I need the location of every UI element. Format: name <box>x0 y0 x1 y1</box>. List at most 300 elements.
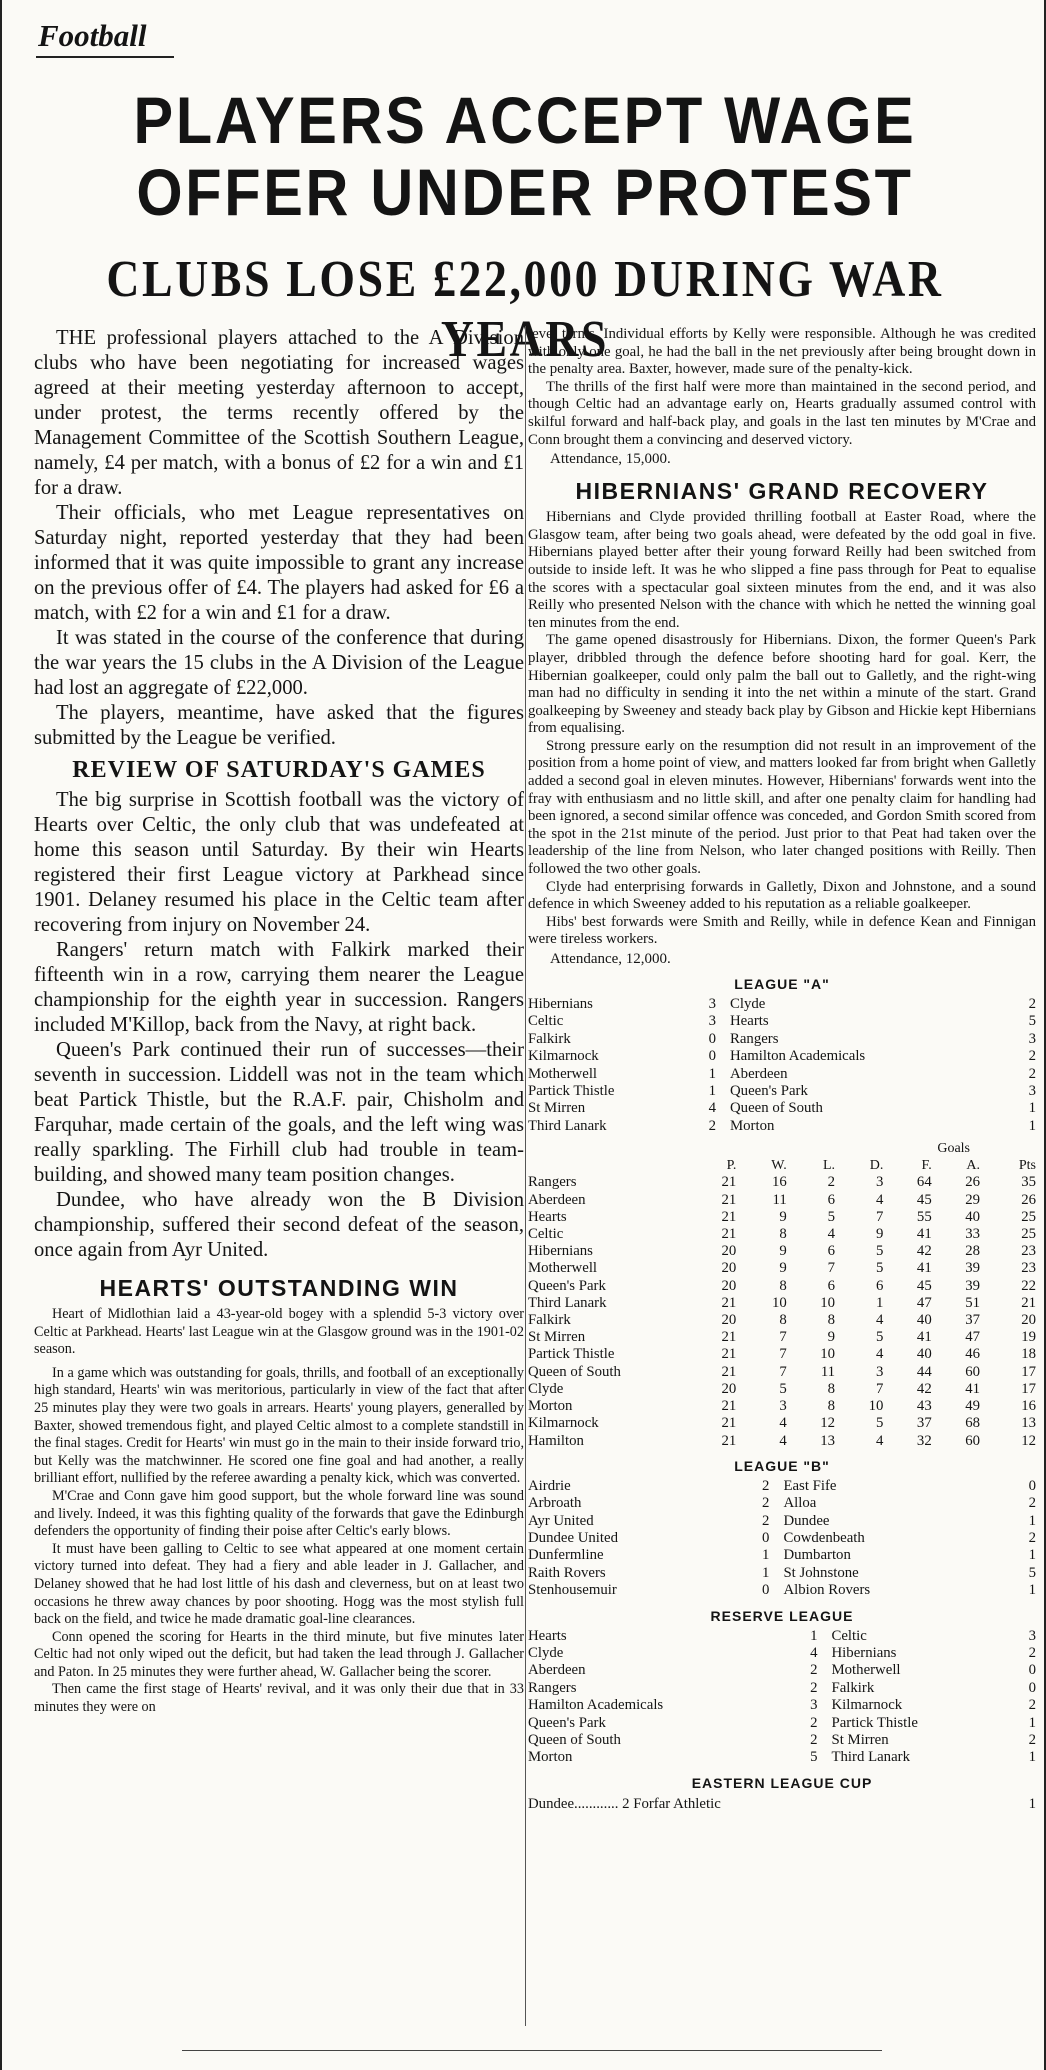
team-name: Partick Thistle <box>528 1346 615 1363</box>
league-a-results <box>528 996 1036 1135</box>
stat-cell: 12 <box>820 1415 836 1432</box>
cup-away-score: 1 <box>1028 1795 1036 1812</box>
hibs-paragraph: Clyde had enterprising forwards in Galletly, Dixon and Johnstone, and a sound defence in which Sweeney added to his reputation as a reliable goalkeeper. <box>528 878 1036 913</box>
stat-cell: 60 <box>965 1363 981 1380</box>
home-team: Dunfermline <box>528 1547 604 1564</box>
table-row <box>528 1192 1036 1209</box>
result-row <box>528 1066 1036 1083</box>
away-score: 2 <box>1028 996 1036 1012</box>
home-score: 1 <box>810 1627 818 1644</box>
right-column <box>528 326 1036 1813</box>
stat-cell: 41 <box>965 1380 981 1397</box>
stat-cell: 35 <box>1021 1174 1036 1191</box>
stat-cell: 64 <box>916 1174 932 1191</box>
stat-cell: 37 <box>965 1312 981 1329</box>
stat-cell: 9 <box>779 1208 787 1225</box>
result-row <box>528 1662 1036 1679</box>
away-score: 3 <box>1028 1083 1036 1100</box>
home-score: 2 <box>762 1495 770 1512</box>
table-row <box>528 1398 1036 1415</box>
away-score: 2 <box>1028 1697 1036 1714</box>
team-name: Queen of South <box>528 1363 621 1380</box>
table-row <box>528 1346 1036 1363</box>
league-b-results <box>528 1478 1036 1600</box>
stat-cell: 8 <box>779 1312 787 1329</box>
home-team: Third Lanark <box>528 1117 607 1134</box>
hearts-paragraph: Conn opened the scoring for Hearts in the third minute, but five minutes later Celtic had not only wiped out the deficit, but had taken the lead through J. Gallacher and Paton. In 25 minutes they were further ahead, W. Gallacher being the scorer. <box>34 1628 524 1680</box>
result-row <box>528 1749 1036 1766</box>
intro-paragraph: Their officials, who met League representatives on Saturday night, reported yesterday that they had been informed that it was quite impossible to grant any increase on the previous offer of £4. The players had asked for £6 a match, with £2 for a win and £1 for a draw. <box>34 502 524 624</box>
home-score: 0 <box>708 1030 716 1047</box>
hibs-paragraph: Strong pressure early on the resumption did not result in an improvement of the position from a home point of view, and matters looked far from bright when Galletly added a second goal in eleven minutes. However, Hibernians' forwards went into the fray with enthusiasm and no little skill, and after one penalty claim for handling had been ignored, a second similar offence was conceded, and Gordon Smith scored from the spot in the 21st minute of the period. Just prior to that Peat had taken over the leadership of the line from Nelson, who later changed positions with Reilly. Then followed the two other goals. <box>528 737 1036 878</box>
section-label: Football <box>38 18 147 53</box>
stat-cell: 49 <box>965 1398 981 1415</box>
away-team: Albion Rovers <box>783 1582 871 1599</box>
cup-heading: EASTERN LEAGUE CUP <box>691 1774 873 1791</box>
home-team: Motherwell <box>528 1065 598 1082</box>
home-team: Clyde <box>528 1644 564 1661</box>
stat-cell: 3 <box>875 1363 884 1380</box>
home-score: 2 <box>810 1679 818 1696</box>
team-name: Rangers <box>528 1174 577 1191</box>
stat-cell: 21 <box>1021 1294 1036 1311</box>
result-row <box>528 1478 1036 1495</box>
home-team: Aberdeen <box>528 1662 586 1679</box>
stat-cell: 44 <box>916 1363 932 1380</box>
stat-cell: 45 <box>916 1277 932 1294</box>
result-row <box>528 1083 1036 1100</box>
result-row <box>528 1013 1036 1030</box>
away-score: 1 <box>1028 1714 1036 1731</box>
team-name: Hibernians <box>528 1243 593 1260</box>
stat-cell: 40 <box>916 1346 932 1363</box>
away-team: Rangers <box>730 1030 779 1047</box>
away-score: 2 <box>1028 1048 1036 1065</box>
table-row <box>528 1278 1036 1295</box>
home-score: 5 <box>810 1749 818 1766</box>
stat-cell: 21 <box>721 1329 737 1346</box>
away-team: Kilmarnock <box>831 1697 903 1714</box>
stat-cell: 41 <box>916 1226 932 1243</box>
result-row <box>528 1530 1036 1547</box>
bottom-rule <box>182 2050 882 2051</box>
stat-cell: 33 <box>965 1226 981 1243</box>
away-score: 1 <box>1028 1547 1036 1564</box>
stat-cell: 9 <box>827 1329 836 1346</box>
stat-cell: 21 <box>721 1294 737 1311</box>
home-score: 1 <box>762 1547 770 1564</box>
hearts-heading: HEARTS' OUTSTANDING WIN <box>99 1275 459 1301</box>
stat-cell: 9 <box>779 1260 787 1277</box>
home-score: 2 <box>810 1714 818 1731</box>
stat-cell: 68 <box>965 1415 981 1432</box>
intro-paragraph: THE professional players attached to the A Division clubs who have been negotiating for increased wages agreed at their meeting yesterday afternoon to accept, under protest, the terms recently offered by the Management Committee of the Scottish Southern League, namely, £4 per match, with a bonus of £2 for a win and £1 for a draw. <box>34 327 524 499</box>
result-row <box>528 1031 1036 1048</box>
stat-cell: 18 <box>1021 1346 1036 1363</box>
home-team: Kilmarnock <box>528 1048 599 1065</box>
stat-cell: 5 <box>875 1415 884 1432</box>
home-score: 2 <box>708 1117 716 1134</box>
stat-cell: 43 <box>916 1398 932 1415</box>
stat-cell: 13 <box>1021 1415 1036 1432</box>
hearts-paragraph: Then came the first stage of Hearts' revival, and it was only their due that in 33 minutes they were on <box>34 1681 524 1716</box>
home-team: Dundee United <box>528 1529 618 1546</box>
stat-cell: 37 <box>916 1415 932 1432</box>
result-row <box>528 1645 1036 1662</box>
col-header: L. <box>823 1158 836 1174</box>
stat-cell: 23 <box>1021 1260 1036 1277</box>
away-team: Morton <box>730 1117 775 1134</box>
stat-cell: 22 <box>1021 1277 1036 1294</box>
away-score: 5 <box>1028 1013 1036 1030</box>
stat-cell: 45 <box>916 1191 932 1208</box>
away-score: 0 <box>1028 1662 1036 1679</box>
stat-cell: 41 <box>916 1329 932 1346</box>
stat-cell: 6 <box>827 1277 836 1294</box>
hearts-paragraph: Heart of Midlothian laid a 43-year-old bogey with a splendid 5-3 victory over Celtic at Parkhead. Hearts' last League win at the Glasgow ground was in the 1901-02 season. <box>34 1306 524 1358</box>
stat-cell: 20 <box>721 1260 737 1277</box>
home-team: Hearts <box>528 1627 567 1644</box>
cup-home: Dundee <box>528 1795 575 1812</box>
cup-home-score: 2 <box>622 1795 630 1812</box>
stat-cell: 40 <box>965 1208 981 1225</box>
result-row <box>528 1118 1036 1135</box>
away-team: Hamilton Academicals <box>730 1048 866 1065</box>
col-header: A. <box>966 1158 981 1174</box>
stat-cell: 32 <box>916 1432 932 1449</box>
stat-cell: 8 <box>779 1277 787 1294</box>
home-team: Hibernians <box>528 996 593 1012</box>
home-score: 3 <box>708 1013 716 1030</box>
table-row <box>528 1433 1036 1450</box>
result-row <box>528 1547 1036 1564</box>
team-name: St Mirren <box>528 1329 586 1346</box>
home-team: Partick Thistle <box>528 1083 615 1100</box>
stat-cell: 20 <box>721 1277 737 1294</box>
stat-cell: 2 <box>827 1174 836 1191</box>
away-team: Third Lanark <box>831 1749 910 1766</box>
stat-cell: 11 <box>772 1191 787 1208</box>
stat-cell: 4 <box>875 1432 884 1449</box>
home-team: Airdrie <box>528 1477 571 1494</box>
away-team: Celtic <box>831 1627 867 1644</box>
stat-cell: 20 <box>721 1312 737 1329</box>
hibs-heading: HIBERNIANS' GRAND RECOVERY <box>575 478 989 505</box>
team-name: Motherwell <box>528 1260 598 1277</box>
stat-cell: 28 <box>965 1243 981 1260</box>
stat-cell: 10 <box>771 1294 787 1311</box>
stat-cell: 8 <box>779 1226 787 1243</box>
away-team: Motherwell <box>831 1662 901 1679</box>
stat-cell: 16 <box>771 1174 787 1191</box>
stat-cell: 8 <box>827 1312 836 1329</box>
hibs-paragraph: The game opened disastrously for Hibernians. Dixon, the former Queen's Park player, dribbled through the defence before shooting hard for goal. Kerr, the Hibernian goalkeeper, could only palm the ball out to Galletly, and the right-wing man had no difficulty in sending it into the net within a minute of the start. Grand goalkeeping by Sweeney and steady back play by Gibson and Hickie kept Hibernians from equalising. <box>528 632 1036 737</box>
review-paragraph: Rangers' return match with Falkirk marked their fifteenth win in a row, carrying them nearer the League championship for the eighth year in succession. Rangers included M'Killop, back from the Navy, at right back. <box>34 939 524 1036</box>
cup-result: Dundee............ 2 Forfar Athletic 1 <box>528 1795 1036 1812</box>
col-header: W. <box>771 1158 787 1174</box>
stat-cell: 11 <box>820 1363 836 1380</box>
home-score: 3 <box>708 996 716 1012</box>
stat-cell: 51 <box>965 1294 981 1311</box>
away-score: 2 <box>1028 1529 1036 1546</box>
stat-cell: 13 <box>820 1432 836 1449</box>
result-row <box>528 1048 1036 1065</box>
stat-cell: 60 <box>965 1432 981 1449</box>
stat-cell: 21 <box>721 1174 737 1191</box>
left-column <box>34 326 524 1717</box>
away-team: Clyde <box>730 996 766 1012</box>
away-score: 1 <box>1028 1749 1036 1766</box>
intro-paragraph: The players, meantime, have asked that the figures submitted by the League be verified. <box>34 702 524 749</box>
away-team: East Fife <box>783 1477 837 1494</box>
result-row <box>528 1628 1036 1645</box>
away-score: 2 <box>1028 1065 1036 1082</box>
home-score: 4 <box>810 1644 818 1661</box>
stat-cell: 21 <box>721 1191 737 1208</box>
away-team: Queen's Park <box>730 1083 808 1100</box>
stat-cell: 16 <box>1021 1398 1036 1415</box>
stat-cell: 5 <box>875 1329 884 1346</box>
away-score: 0 <box>1028 1679 1036 1696</box>
stat-cell: 17 <box>1021 1380 1036 1397</box>
stat-cell: 8 <box>827 1380 836 1397</box>
hibs-paragraph: Hibs' best forwards were Smith and Reilly, while in defence Kean and Finnigan were tireless workers. <box>528 913 1036 948</box>
stat-cell: 5 <box>875 1260 884 1277</box>
stat-cell: 39 <box>965 1260 981 1277</box>
hibs-paragraph: Hibernians and Clyde provided thrilling football at Easter Road, where the Glasgow team, after being two goals ahead, were defeated by the odd goal in five. Hibernians played better after their young forward Reilly had been switched from outside to inside left. It was he who slipped a fine pass through for Peat to equalise the scores with a spectacular goal sixteen minutes from the end, and it was also Reilly who presented Nelson with the chance with which he netted the winning goal ten minutes from the end. <box>528 509 1036 631</box>
stat-cell: 9 <box>875 1226 884 1243</box>
result-row <box>528 1495 1036 1512</box>
stat-cell: 4 <box>779 1415 787 1432</box>
league-b-heading: LEAGUE "B" <box>734 1457 830 1474</box>
result-row <box>528 1582 1036 1599</box>
away-team: St Johnstone <box>783 1564 859 1581</box>
team-name: Hearts <box>528 1208 567 1225</box>
home-score: 2 <box>762 1477 770 1494</box>
table-row <box>528 1209 1036 1226</box>
team-name: Aberdeen <box>528 1191 586 1208</box>
away-score: 2 <box>1028 1731 1036 1748</box>
col-header: F. <box>921 1158 932 1174</box>
col-header: D. <box>869 1158 884 1174</box>
column-divider <box>525 326 526 2026</box>
stat-cell: 3 <box>779 1398 787 1415</box>
stat-cell: 3 <box>875 1174 884 1191</box>
stat-cell: 47 <box>965 1329 981 1346</box>
table-row <box>528 1364 1036 1381</box>
away-score: 3 <box>1028 1627 1036 1644</box>
team-name: Falkirk <box>528 1312 571 1329</box>
table-row <box>528 1381 1036 1398</box>
stat-cell: 6 <box>827 1243 836 1260</box>
stat-cell: 7 <box>779 1329 787 1346</box>
home-team: Arbroath <box>528 1495 582 1512</box>
stat-cell: 4 <box>827 1226 836 1243</box>
away-score: 1 <box>1028 1117 1036 1134</box>
home-team: Falkirk <box>528 1030 571 1047</box>
away-team: Queen of South <box>730 1100 823 1117</box>
home-team: St Mirren <box>528 1100 586 1117</box>
result-row <box>528 1715 1036 1732</box>
stat-cell: 41 <box>916 1260 932 1277</box>
home-score: 0 <box>708 1048 716 1065</box>
review-paragraph: Queen's Park continued their run of successes—their seventh in succession. Liddell was not in the team which beat Partick Thistle, but the R.A.F. pair, Chisholm and Farquhar, made certain of the goals, and the left wing was really sparkling. The Firhill club had trouble in team-building, and showed many team position changes. <box>34 1039 524 1186</box>
table-header-row <box>528 1157 1036 1174</box>
team-name: Hamilton <box>528 1432 584 1449</box>
goals-label: Goals <box>937 1141 970 1157</box>
table-row <box>528 1260 1036 1277</box>
stat-cell: 42 <box>916 1243 932 1260</box>
stat-cell: 20 <box>721 1243 737 1260</box>
stat-cell: 7 <box>779 1346 787 1363</box>
away-score: 0 <box>1028 1477 1036 1494</box>
stat-cell: 12 <box>1021 1432 1036 1449</box>
away-score: 5 <box>1028 1564 1036 1581</box>
home-team: Raith Rovers <box>528 1564 606 1581</box>
result-row <box>528 1732 1036 1749</box>
home-score: 1 <box>708 1065 716 1082</box>
team-name: Queen's Park <box>528 1277 606 1294</box>
stat-cell: 20 <box>1021 1312 1036 1329</box>
stat-cell: 20 <box>721 1380 737 1397</box>
result-row <box>528 1565 1036 1582</box>
home-score: 4 <box>708 1100 716 1117</box>
team-name: Kilmarnock <box>528 1415 599 1432</box>
team-name: Third Lanark <box>528 1294 607 1311</box>
away-team: Dumbarton <box>783 1547 851 1564</box>
home-score: 2 <box>810 1662 818 1679</box>
stat-cell: 17 <box>1021 1363 1036 1380</box>
result-row <box>528 1100 1036 1117</box>
stat-cell: 21 <box>721 1432 737 1449</box>
stat-cell: 26 <box>1021 1191 1036 1208</box>
col-header: P. <box>726 1158 737 1174</box>
continued-paragraph: The thrills of the first half were more than maintained in the second period, and though Celtic had an advantage early on, Hearts gradually assumed control with skilful forward and half-back play, and goals in the last ten minutes by M'Crae and Conn brought them a convincing and deserved victory. <box>528 378 1036 448</box>
result-row <box>528 1680 1036 1697</box>
away-score: 1 <box>1028 1582 1036 1599</box>
stat-cell: 26 <box>965 1174 981 1191</box>
away-team: Aberdeen <box>730 1065 788 1082</box>
stat-cell: 21 <box>721 1415 737 1432</box>
home-score: 2 <box>810 1731 818 1748</box>
home-score: 0 <box>762 1582 770 1599</box>
home-team: Celtic <box>528 1013 564 1030</box>
team-name: Celtic <box>528 1226 564 1243</box>
away-score: 3 <box>1028 1030 1036 1047</box>
home-team: Hamilton Academicals <box>528 1697 664 1714</box>
stat-cell: 23 <box>1021 1243 1036 1260</box>
subheadline: CLUBS LOSE £22,000 DURING WAR YEARS <box>106 251 944 368</box>
table-row <box>528 1243 1036 1260</box>
away-team: Hibernians <box>831 1644 897 1661</box>
stat-cell: 6 <box>875 1277 884 1294</box>
attendance: Attendance, 12,000. <box>550 951 671 967</box>
home-score: 3 <box>810 1697 818 1714</box>
stat-cell: 5 <box>779 1380 787 1397</box>
stat-cell: 46 <box>965 1346 981 1363</box>
result-row <box>528 996 1036 1013</box>
stat-cell: 4 <box>875 1312 884 1329</box>
stat-cell: 10 <box>820 1346 836 1363</box>
stat-cell: 1 <box>875 1294 884 1311</box>
away-score: 2 <box>1028 1644 1036 1661</box>
stat-cell: 4 <box>779 1432 787 1449</box>
stat-cell: 9 <box>779 1243 787 1260</box>
stat-cell: 10 <box>820 1294 836 1311</box>
home-team: Stenhousemuir <box>528 1582 617 1599</box>
stat-cell: 21 <box>721 1346 737 1363</box>
hearts-paragraph: It must have been galling to Celtic to see what appeared at one moment certain victory turned into defeat. They had a fiery and able leader in J. Gallacher, and Delaney showed that he had lost little of his dash and cleverness, but on at least two occasions he threw away chances by poor shooting. Hogg was the most stylish full back on the field, and twice he made dramatic goal-line clearances. <box>34 1540 524 1628</box>
away-team: Cowdenbeath <box>783 1529 865 1546</box>
headline: PLAYERS ACCEPT WAGE OFFER UNDER PROTEST <box>133 83 917 229</box>
continued-paragraph: level terms. Individual efforts by Kelly were responsible. Although he was credited with only one goal, he had the ball in the net previously after being brought down in the penalty area. Baxter, however, made sure of the penalty-kick. <box>528 326 1036 378</box>
away-team: St Mirren <box>831 1731 889 1748</box>
stat-cell: 47 <box>916 1294 932 1311</box>
stat-cell: 10 <box>868 1398 884 1415</box>
review-paragraph: The big surprise in Scottish football was the victory of Hearts over Celtic, the only club that was undefeated at home this season until Saturday. By their win Hearts registered their first League victory at Parkhead since 1901. Delaney resumed his place in the Celtic team after recovering from injury on November 24. <box>34 789 524 936</box>
intro-paragraph: It was stated in the course of the conference that during the war years the 15 clubs in the A Division of the League had lost an aggregate of £22,000. <box>34 627 524 699</box>
away-team: Hearts <box>730 1013 769 1030</box>
away-team: Partick Thistle <box>831 1714 918 1731</box>
table-row <box>528 1226 1036 1243</box>
stat-cell: 21 <box>721 1208 737 1225</box>
table-row <box>528 1174 1036 1191</box>
stat-cell: 7 <box>875 1208 884 1225</box>
col-header: Pts <box>1018 1158 1036 1174</box>
home-team: Queen's Park <box>528 1714 606 1731</box>
stat-cell: 42 <box>916 1380 932 1397</box>
attendance: Attendance, 15,000. <box>550 451 671 468</box>
hearts-paragraph: In a game which was outstanding for goals, thrills, and football of an exceptionally high standard, Hearts' win was meritorious, particularly in view of the fact that after 25 minutes play they were two goals in arrears. Hearts' young players, generalled by Baxter, showed tremendous fight, and played Celtic almost to a complete standstill in the final stages. Credit for Hearts' win must go in the main to their inside forward trio, but Kelly was the matchwinner. He scored one fine goal and had another, a really brilliant effort, nullified by the referee awarding a penalty kick, which was converted. <box>34 1364 524 1487</box>
stat-cell: 7 <box>875 1380 884 1397</box>
away-score: 1 <box>1028 1512 1036 1529</box>
review-heading: REVIEW OF SATURDAY'S GAMES <box>72 757 486 783</box>
stat-cell: 7 <box>779 1363 787 1380</box>
stat-cell: 6 <box>827 1191 836 1208</box>
stat-cell: 21 <box>721 1363 737 1380</box>
home-score: 2 <box>762 1512 770 1529</box>
home-score: 1 <box>708 1083 716 1100</box>
stat-cell: 25 <box>1021 1208 1036 1225</box>
away-team: Falkirk <box>831 1679 875 1696</box>
home-team: Queen of South <box>528 1731 621 1748</box>
away-score: 2 <box>1028 1495 1036 1512</box>
stat-cell: 40 <box>916 1312 932 1329</box>
stat-cell: 7 <box>827 1260 836 1277</box>
table-row <box>528 1295 1036 1312</box>
table-row <box>528 1329 1036 1346</box>
cup-away: Forfar Athletic <box>633 1795 721 1812</box>
stat-cell: 4 <box>875 1191 884 1208</box>
home-team: Morton <box>528 1749 573 1766</box>
result-row <box>528 1513 1036 1530</box>
league-table <box>528 1157 1036 1449</box>
review-paragraph: Dundee, who have already won the B Division championship, suffered their second defeat of the season, once again from Ayr United. <box>34 1189 524 1261</box>
stat-cell: 55 <box>916 1208 932 1225</box>
stat-cell: 5 <box>827 1208 836 1225</box>
section-rule <box>36 56 174 58</box>
stat-cell: 8 <box>827 1398 836 1415</box>
home-score: 1 <box>762 1564 770 1581</box>
home-score: 0 <box>762 1529 770 1546</box>
stat-cell: 19 <box>1021 1329 1036 1346</box>
reserve-heading: RESERVE LEAGUE <box>710 1607 854 1624</box>
hearts-paragraph: M'Crae and Conn gave him good support, but the whole forward line was sound and lively. Indeed, it was this fighting quality of the forwards that gave the Edinburgh defenders the opportunity of finding their poise after Celtic's early blows. <box>34 1487 524 1540</box>
home-team: Ayr United <box>528 1512 594 1529</box>
table-row <box>528 1415 1036 1432</box>
table-row <box>528 1312 1036 1329</box>
home-team: Rangers <box>528 1679 577 1696</box>
